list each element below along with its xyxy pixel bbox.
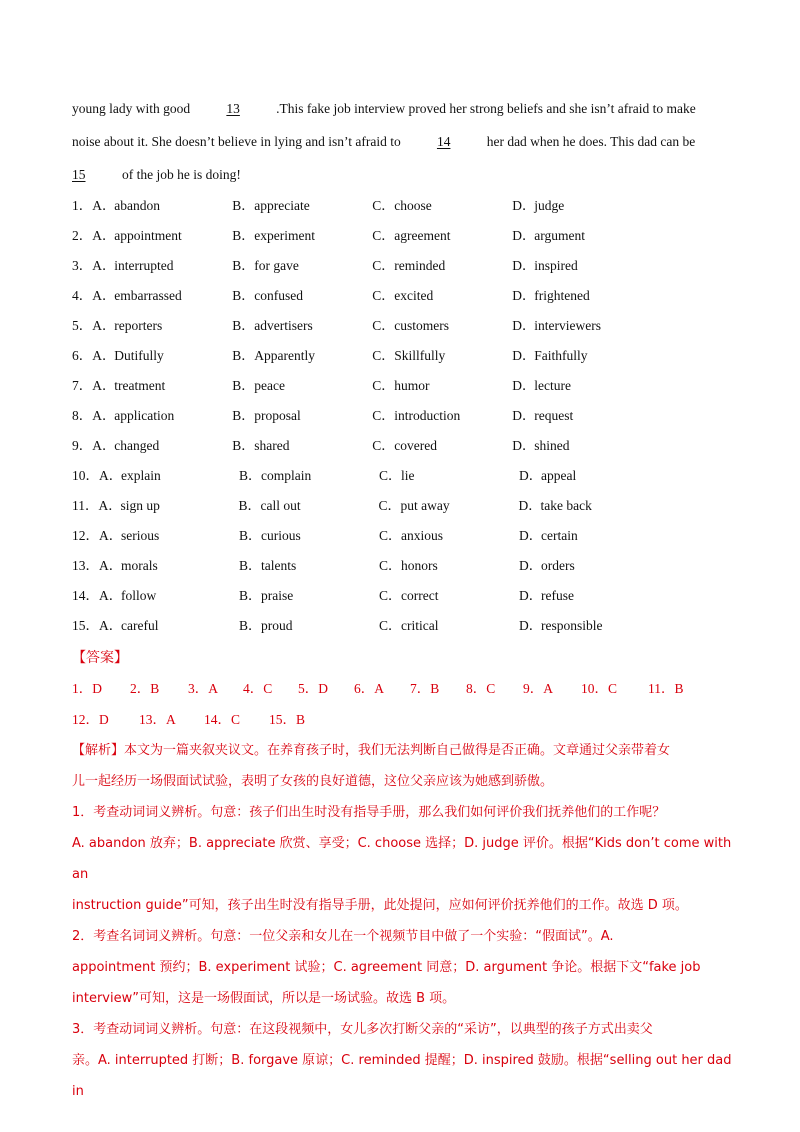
option-d (512, 341, 652, 371)
analysis-line: 2．考查名词词义辨析。句意：一位父亲和女儿在一个视频节目中做了一个实验：“假面试”。A. (72, 929, 614, 944)
option-b (239, 551, 379, 581)
option-text: appreciate (254, 198, 310, 213)
option-letter: A． (98, 498, 122, 513)
question-row (72, 521, 732, 551)
option-d (519, 551, 659, 581)
option-letter: B． (239, 618, 262, 633)
answer-item: 8．C (466, 681, 496, 696)
option-letter: B． (232, 378, 255, 393)
option-text: put away (400, 498, 450, 513)
analysis-line: interview”可知，这是一场假面试，所以是一场试验。故选 B 项。 (72, 991, 456, 1006)
option-letter: C． (372, 228, 395, 243)
option-c (372, 311, 512, 341)
question-row (72, 581, 732, 611)
question-number: 1． (72, 198, 93, 213)
option-letter: D． (512, 438, 536, 453)
option-a (92, 341, 232, 371)
analysis-line: A. abandon 放弃；B. appreciate 欣赏、享受；C. choose 选择；D. judge 评价。根据“Kids don’t come with an (72, 836, 732, 882)
option-letter: B． (232, 438, 255, 453)
option-text: excited (394, 288, 434, 303)
option-c (379, 551, 519, 581)
question-number: 11． (72, 498, 99, 513)
option-c (379, 461, 519, 491)
option-letter: B． (239, 558, 262, 573)
option-letter: D． (512, 378, 536, 393)
option-letter: C． (372, 408, 395, 423)
option-letter: A． (99, 528, 123, 543)
option-letter: B． (239, 468, 262, 483)
option-letter: D． (518, 498, 542, 513)
option-text: correct (401, 588, 439, 603)
analysis-line: 1．考查动词词义辨析。句意：孩子们出生时没有指导手册，那么我们如何评价我们抚养他们的工作呢？ (72, 805, 666, 820)
option-letter: C． (372, 198, 395, 213)
option-d (519, 581, 659, 611)
option-letter: A． (99, 468, 123, 483)
option-d (519, 491, 659, 521)
option-a (92, 311, 232, 341)
question-number: 9． (72, 438, 93, 453)
question-row (72, 401, 732, 431)
option-text: take back (540, 498, 592, 513)
option-a (92, 281, 232, 311)
option-text: explain (121, 468, 161, 483)
blank-15: 15 (72, 167, 86, 182)
answer-item: 4．C (243, 681, 273, 696)
question-number: 14． (72, 588, 99, 603)
option-d (512, 431, 652, 461)
option-letter: D． (519, 468, 543, 483)
question-row (72, 341, 732, 371)
passage-line-1 (72, 92, 732, 125)
option-a (99, 551, 239, 581)
option-text: inspired (534, 258, 578, 273)
question-row (72, 431, 732, 461)
option-letter: A． (92, 228, 116, 243)
option-text: customers (394, 318, 449, 333)
option-c (379, 491, 519, 521)
option-c (372, 191, 512, 221)
question-row (72, 311, 732, 341)
option-a (99, 521, 239, 551)
analysis-label: 【解析】 (72, 743, 125, 758)
option-letter: C． (379, 528, 402, 543)
option-text: abandon (114, 198, 160, 213)
option-letter: C． (379, 558, 402, 573)
answer-item: 7．B (410, 681, 440, 696)
option-c (372, 251, 512, 281)
option-a (92, 251, 232, 281)
option-text: reminded (394, 258, 446, 273)
option-text: proud (261, 618, 293, 633)
answer-item: 10．C (581, 681, 618, 696)
option-text: sign up (120, 498, 160, 513)
option-b (232, 221, 372, 251)
option-letter: C． (372, 258, 395, 273)
passage-line-2 (72, 125, 732, 158)
options-list (72, 191, 732, 641)
option-a (99, 611, 239, 641)
option-text: advertisers (254, 318, 313, 333)
option-letter: D． (512, 408, 536, 423)
option-letter: B． (232, 198, 255, 213)
option-text: certain (541, 528, 578, 543)
option-b (232, 431, 372, 461)
passage-line-3 (72, 158, 732, 191)
option-d (512, 371, 652, 401)
option-letter: B． (232, 228, 255, 243)
option-text: talents (261, 558, 297, 573)
option-c (372, 341, 512, 371)
option-letter: A． (92, 258, 116, 273)
document-page (72, 92, 732, 1107)
question-number: 12． (72, 528, 99, 543)
option-letter: D． (512, 288, 536, 303)
answer-item: 14．C (204, 712, 241, 727)
passage-text: her dad when he does. This dad can be (486, 134, 696, 149)
option-letter: C． (379, 618, 402, 633)
option-b (239, 461, 379, 491)
option-letter: A． (92, 438, 116, 453)
answer-title: 【答案】 (72, 651, 128, 666)
option-letter: C． (372, 438, 395, 453)
option-text: shared (254, 438, 290, 453)
option-letter: C． (379, 468, 402, 483)
option-a (92, 191, 232, 221)
option-text: appointment (114, 228, 182, 243)
option-text: shined (534, 438, 570, 453)
option-letter: D． (512, 348, 536, 363)
option-text: curious (261, 528, 301, 543)
question-row (72, 281, 732, 311)
option-letter: A． (92, 378, 116, 393)
option-c (379, 581, 519, 611)
passage-text: .This fake job interview proved her strong beliefs and she isn’t afraid to make (276, 101, 696, 116)
option-letter: A． (92, 198, 116, 213)
option-text: critical (401, 618, 439, 633)
option-text: honors (401, 558, 438, 573)
analysis-line: 儿一起经历一场假面试试验，表明了女孩的良好道德，这位父亲应该为她感到骄傲。 (72, 774, 554, 789)
answer-item: 11．B (648, 681, 684, 696)
option-text: Skillfully (394, 348, 446, 363)
option-letter: B． (232, 408, 255, 423)
answer-item: 6．A (354, 681, 384, 696)
answer-item: 3．A (188, 681, 218, 696)
option-text: Faithfully (534, 348, 588, 363)
option-a (92, 221, 232, 251)
option-letter: D． (512, 198, 536, 213)
option-text: follow (121, 588, 157, 603)
option-text: embarrassed (114, 288, 182, 303)
question-row (72, 551, 732, 581)
option-a (92, 431, 232, 461)
question-row (72, 221, 732, 251)
question-number: 2． (72, 228, 93, 243)
option-c (379, 521, 519, 551)
option-a (92, 401, 232, 431)
blank-13: 13 (226, 101, 240, 116)
option-text: refuse (541, 588, 574, 603)
option-b (232, 311, 372, 341)
question-number: 15． (72, 618, 99, 633)
analysis-line: instruction guide”可知，孩子出生时没有指导手册，此处提问，应如何评价抚养他们的工作。故选 D 项。 (72, 898, 688, 913)
option-text: serious (121, 528, 160, 543)
passage-text: of the job he is doing! (122, 167, 241, 182)
option-text: confused (254, 288, 303, 303)
option-text: lecture (534, 378, 571, 393)
option-text: complain (261, 468, 312, 483)
option-letter: C． (372, 348, 395, 363)
option-text: treatment (114, 378, 166, 393)
option-text: changed (114, 438, 160, 453)
analysis-text: 本文为一篇夹叙夹议文。在养育孩子时，我们无法判断自己做得是否正确。文章通过父亲带着女 (124, 743, 671, 758)
option-d (519, 611, 659, 641)
option-letter: B． (232, 288, 255, 303)
option-c (372, 371, 512, 401)
option-letter: B． (232, 348, 255, 363)
option-letter: A． (92, 408, 116, 423)
option-c (379, 611, 519, 641)
question-number: 10． (72, 468, 99, 483)
option-letter: A． (92, 288, 116, 303)
question-number: 13． (72, 558, 99, 573)
option-c (372, 281, 512, 311)
answers-line-1 (72, 673, 732, 704)
option-b (232, 401, 372, 431)
option-c (372, 221, 512, 251)
option-letter: D． (519, 618, 543, 633)
option-text: Apparently (254, 348, 315, 363)
option-letter: A． (99, 558, 123, 573)
option-letter: C． (372, 288, 395, 303)
option-b (232, 281, 372, 311)
option-text: introduction (394, 408, 461, 423)
option-d (519, 461, 659, 491)
option-a (99, 491, 239, 521)
option-letter: B． (239, 588, 262, 603)
option-a (99, 581, 239, 611)
question-row (72, 191, 732, 221)
option-d (512, 401, 652, 431)
answer-item: 15．B (269, 712, 306, 727)
option-text: argument (534, 228, 585, 243)
option-d (512, 191, 652, 221)
option-d (512, 221, 652, 251)
option-a (92, 371, 232, 401)
analysis-line: 3．考查动词词义辨析。句意：在这段视频中，女儿多次打断父亲的“采访”，以典型的孩子方式出卖父 (72, 1022, 653, 1037)
option-text: covered (394, 438, 437, 453)
option-text: Dutifully (114, 348, 164, 363)
blank-14: 14 (436, 134, 451, 149)
option-letter: C． (372, 318, 395, 333)
option-letter: B． (238, 498, 262, 513)
option-letter: C． (378, 498, 402, 513)
question-number: 3． (72, 258, 93, 273)
option-letter: A． (92, 318, 116, 333)
option-text: careful (121, 618, 159, 633)
option-b (232, 371, 372, 401)
option-letter: C． (372, 378, 395, 393)
question-number: 8． (72, 408, 93, 423)
question-number: 5． (72, 318, 93, 333)
answer-item: 9．A (523, 681, 553, 696)
option-d (512, 251, 652, 281)
analysis-intro (72, 735, 732, 766)
option-letter: D． (519, 588, 543, 603)
answer-item: 5．D (298, 681, 328, 696)
option-letter: B． (232, 258, 255, 273)
option-text: proposal (254, 408, 301, 423)
option-d (512, 311, 652, 341)
option-d (519, 521, 659, 551)
option-a (99, 461, 239, 491)
option-letter: B． (232, 318, 255, 333)
option-text: request (534, 408, 574, 423)
option-letter: D． (512, 258, 536, 273)
option-text: choose (394, 198, 432, 213)
question-row (72, 611, 732, 641)
question-number: 7． (72, 378, 93, 393)
option-text: lie (401, 468, 415, 483)
question-row (72, 371, 732, 401)
option-b (232, 341, 372, 371)
passage-text: noise about it. She doesn’t believe in lying and isn’t afraid to (72, 134, 401, 149)
answers-line-2 (72, 704, 732, 735)
option-text: call out (260, 498, 301, 513)
option-text: humor (394, 378, 430, 393)
option-letter: D． (512, 318, 536, 333)
option-b (232, 191, 372, 221)
option-text: peace (254, 378, 285, 393)
question-row (72, 251, 732, 281)
option-text: judge (534, 198, 565, 213)
option-letter: D． (519, 558, 543, 573)
answer-item: 2．B (130, 681, 160, 696)
option-b (239, 611, 379, 641)
option-letter: C． (379, 588, 402, 603)
option-c (372, 401, 512, 431)
option-text: appeal (541, 468, 577, 483)
option-letter: A． (99, 618, 123, 633)
option-letter: D． (519, 528, 543, 543)
option-letter: A． (99, 588, 123, 603)
option-d (512, 281, 652, 311)
option-text: for gave (254, 258, 299, 273)
option-text: experiment (254, 228, 315, 243)
option-letter: D． (512, 228, 536, 243)
option-c (372, 431, 512, 461)
option-text: reporters (114, 318, 163, 333)
question-number: 6． (72, 348, 93, 363)
option-text: praise (261, 588, 294, 603)
option-text: frightened (534, 288, 590, 303)
option-b (232, 251, 372, 281)
analysis-line: 亲。A. interrupted 打断；B. forgave 原谅；C. reminded 提醒；D. inspired 鼓励。根据“selling out her dad in (72, 1053, 732, 1099)
answer-item: 1．D (72, 681, 102, 696)
answer-item: 12．D (72, 712, 109, 727)
analysis-line: appointment 预约；B. experiment 试验；C. agreement 同意；D. argument 争论。根据下文“fake job (72, 960, 701, 975)
option-text: application (114, 408, 175, 423)
option-text: orders (541, 558, 575, 573)
option-b (239, 581, 379, 611)
option-b (239, 491, 379, 521)
option-text: interviewers (534, 318, 601, 333)
option-letter: B． (239, 528, 262, 543)
option-text: anxious (401, 528, 443, 543)
option-text: responsible (541, 618, 603, 633)
option-b (239, 521, 379, 551)
option-text: interrupted (114, 258, 174, 273)
option-letter: A． (92, 348, 116, 363)
answer-item: 13．A (139, 712, 176, 727)
question-row (72, 461, 732, 491)
option-text: agreement (394, 228, 451, 243)
option-text: morals (121, 558, 158, 573)
question-row (72, 491, 732, 521)
question-number: 4． (72, 288, 93, 303)
passage-text: young lady with good (72, 101, 191, 116)
